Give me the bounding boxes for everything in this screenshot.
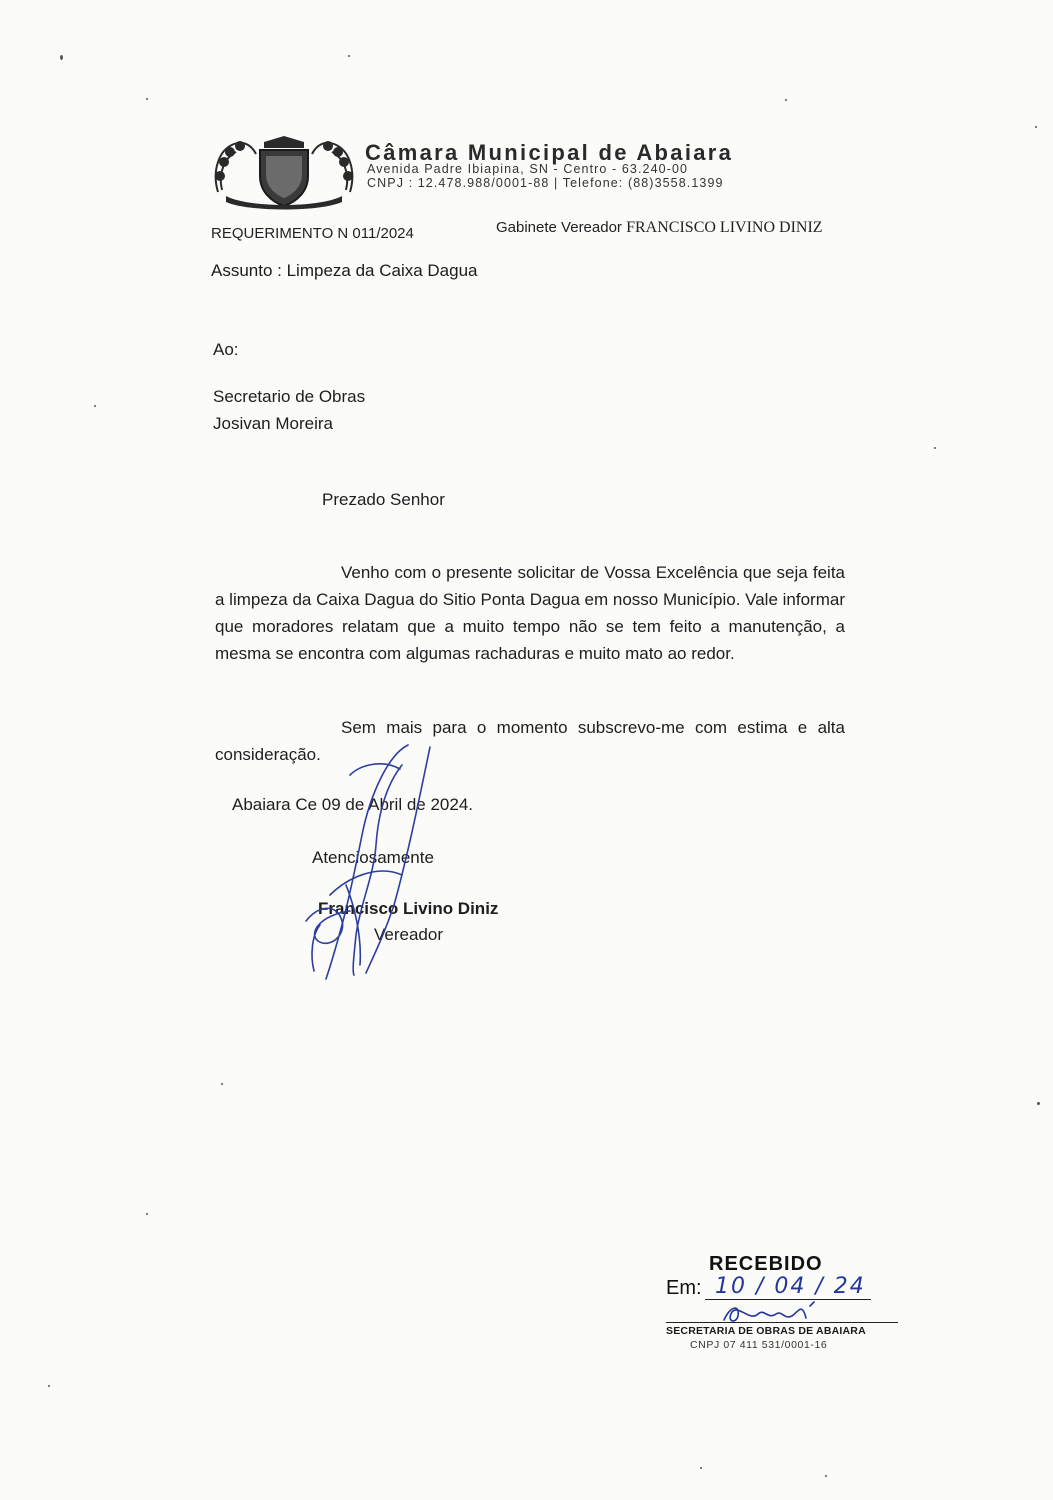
scan-speck: [825, 1475, 827, 1477]
body-paragraph-1: Venho com o presente solicitar de Vossa Excelência que seja feita a limpeza da Caixa Dagua do Sitio Ponta Dagua em nosso Município. Vale informar que moradores relatam que a muito tempo não se tem feito a manutenção, a mesma se encontra com algumas rachaduras e muito mato ao redor.: [215, 563, 845, 663]
request-number: REQUERIMENTO N 011/2024: [211, 225, 414, 242]
signer-name: Francisco Livino Diniz: [318, 899, 499, 918]
scan-speck: [94, 405, 96, 407]
recipient-to: Ao:: [213, 340, 239, 359]
scan-speck: [700, 1467, 702, 1469]
recipient-title: Secretario de Obras: [213, 387, 366, 406]
org-cnpj-phone: CNPJ : 12.478.988/0001-88 | Telefone: (88)3558.1399: [367, 176, 724, 190]
scan-speck: [146, 1213, 148, 1215]
body-paragraph-2: Sem mais para o momento subscrevo-me com estima e alta consideração.: [215, 718, 845, 764]
scan-speck: [934, 447, 936, 449]
scan-speck: [221, 1083, 223, 1085]
stamp-date-value: 10 / 04 / 24: [715, 1274, 866, 1299]
signature-icon: [290, 735, 460, 985]
scan-speck: [48, 1385, 50, 1387]
scan-speck: [1037, 1102, 1040, 1105]
scan-speck: [1035, 126, 1037, 128]
stamp-date-label: Em:: [666, 1277, 702, 1299]
stamp-org: SECRETARIA DE OBRAS DE ABAIARA: [666, 1325, 866, 1337]
stamp-cnpj: CNPJ 07 411 531/0001-16: [690, 1339, 828, 1351]
org-name: Câmara Municipal de Abaiara: [365, 140, 734, 165]
signer-role: Vereador: [374, 925, 443, 944]
greeting: Prezado Senhor: [322, 490, 445, 509]
office-name: FRANCISCO LIVINO DINIZ: [626, 219, 823, 236]
scan-speck: [348, 55, 350, 57]
scan-speck: [146, 98, 148, 100]
stamp-signature-line: [666, 1322, 898, 1323]
place-date: Abaiara Ce 09 de Abril de 2024.: [232, 795, 474, 814]
closing: Atenciosamente: [312, 848, 434, 867]
subject-line: Assunto : Limpeza da Caixa Dagua: [211, 261, 478, 280]
stamp-title: RECEBIDO: [709, 1253, 823, 1275]
org-address: Avenida Padre Ibiapina, SN - Centro - 63.240-00: [367, 162, 689, 176]
recipient-name: Josivan Moreira: [213, 414, 333, 433]
office-prefix: Gabinete Vereador: [496, 219, 622, 236]
scan-speck: [60, 55, 63, 60]
scan-speck: [785, 99, 787, 101]
office-line: [496, 219, 823, 237]
municipal-crest-icon: [208, 132, 360, 212]
